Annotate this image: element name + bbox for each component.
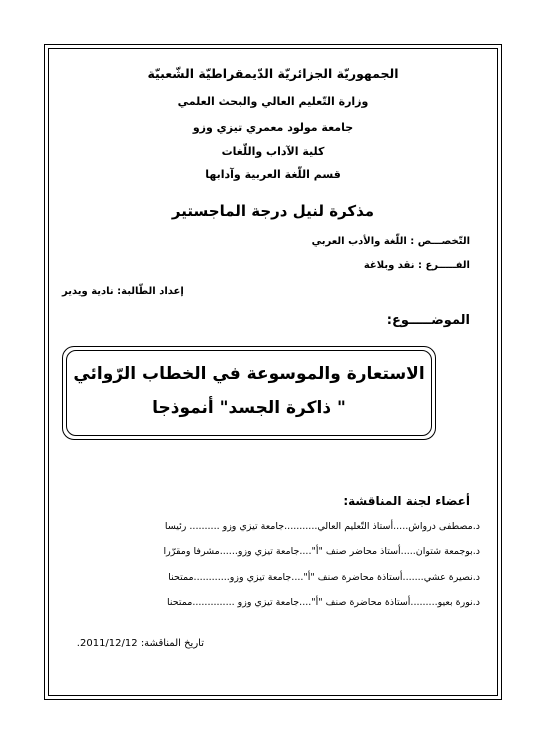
committee-member: د.نورة بعيو.........أستاذة محاضرة صنف "أ"....جامعة تيزي وزو ..............ممتحنا xyxy=(167,597,480,608)
ministry-heading: وزارة التّعليم العالي والبحث العلمي xyxy=(177,95,369,108)
subject-label: الموضـــــوع: xyxy=(386,313,470,328)
republic-heading: الجمهوريّة الجزائريّة الدّيمقراطيّة الشّعبيّة xyxy=(147,66,399,81)
branch-value: نقد وبلاغة xyxy=(363,260,415,271)
thesis-type: مذكرة لنيل درجة الماجستير xyxy=(171,202,375,220)
branch-label: الفـــــرع : xyxy=(417,260,470,271)
title-frame-inner xyxy=(66,350,432,436)
thesis-title-line1: الاستعارة والموسوعة في الخطاب الرّوائي xyxy=(73,364,425,384)
defense-date-label: تاريخ المناقشة: xyxy=(140,638,204,649)
defense-date-value: 2011/12/12. xyxy=(76,638,138,649)
prepared-by: إعداد الطّالبة: نادية ويدير xyxy=(62,286,184,297)
thesis-title-line2: " ذاكرة الجسد" أنموذجا xyxy=(152,398,346,418)
committee-heading: أعضاء لجنة المناقشة: xyxy=(343,494,470,508)
department-heading: قسم اللّغة العربية وآدابها xyxy=(205,168,341,181)
branch-line xyxy=(364,260,470,271)
university-heading: جامعة مولود معمري تيزي وزو xyxy=(192,121,354,134)
committee-member: د.بوجمعة شتوان.....أستاذ محاضر صنف "أ"....جامعة تيزي وزو......مشرفا ومقرّرا xyxy=(163,546,480,557)
specialty-label: التّخصـــص : xyxy=(410,236,470,247)
committee-member: د.مصطفى درواش.....أستاذ التّعليم العالي...........جامعة تيزي وزو .......... رئيسا xyxy=(164,521,480,532)
specialty-line xyxy=(312,236,470,247)
committee-member: د.نصيرة عشي.......أستاذة محاضرة صنف "أ"....جامعة تيزي وزو............ممتحنا xyxy=(168,572,480,583)
defense-date xyxy=(64,638,204,649)
specialty-value: اللّغة والأدب العربي xyxy=(311,236,407,247)
faculty-heading: كلية الآداب واللّغات xyxy=(221,145,325,158)
